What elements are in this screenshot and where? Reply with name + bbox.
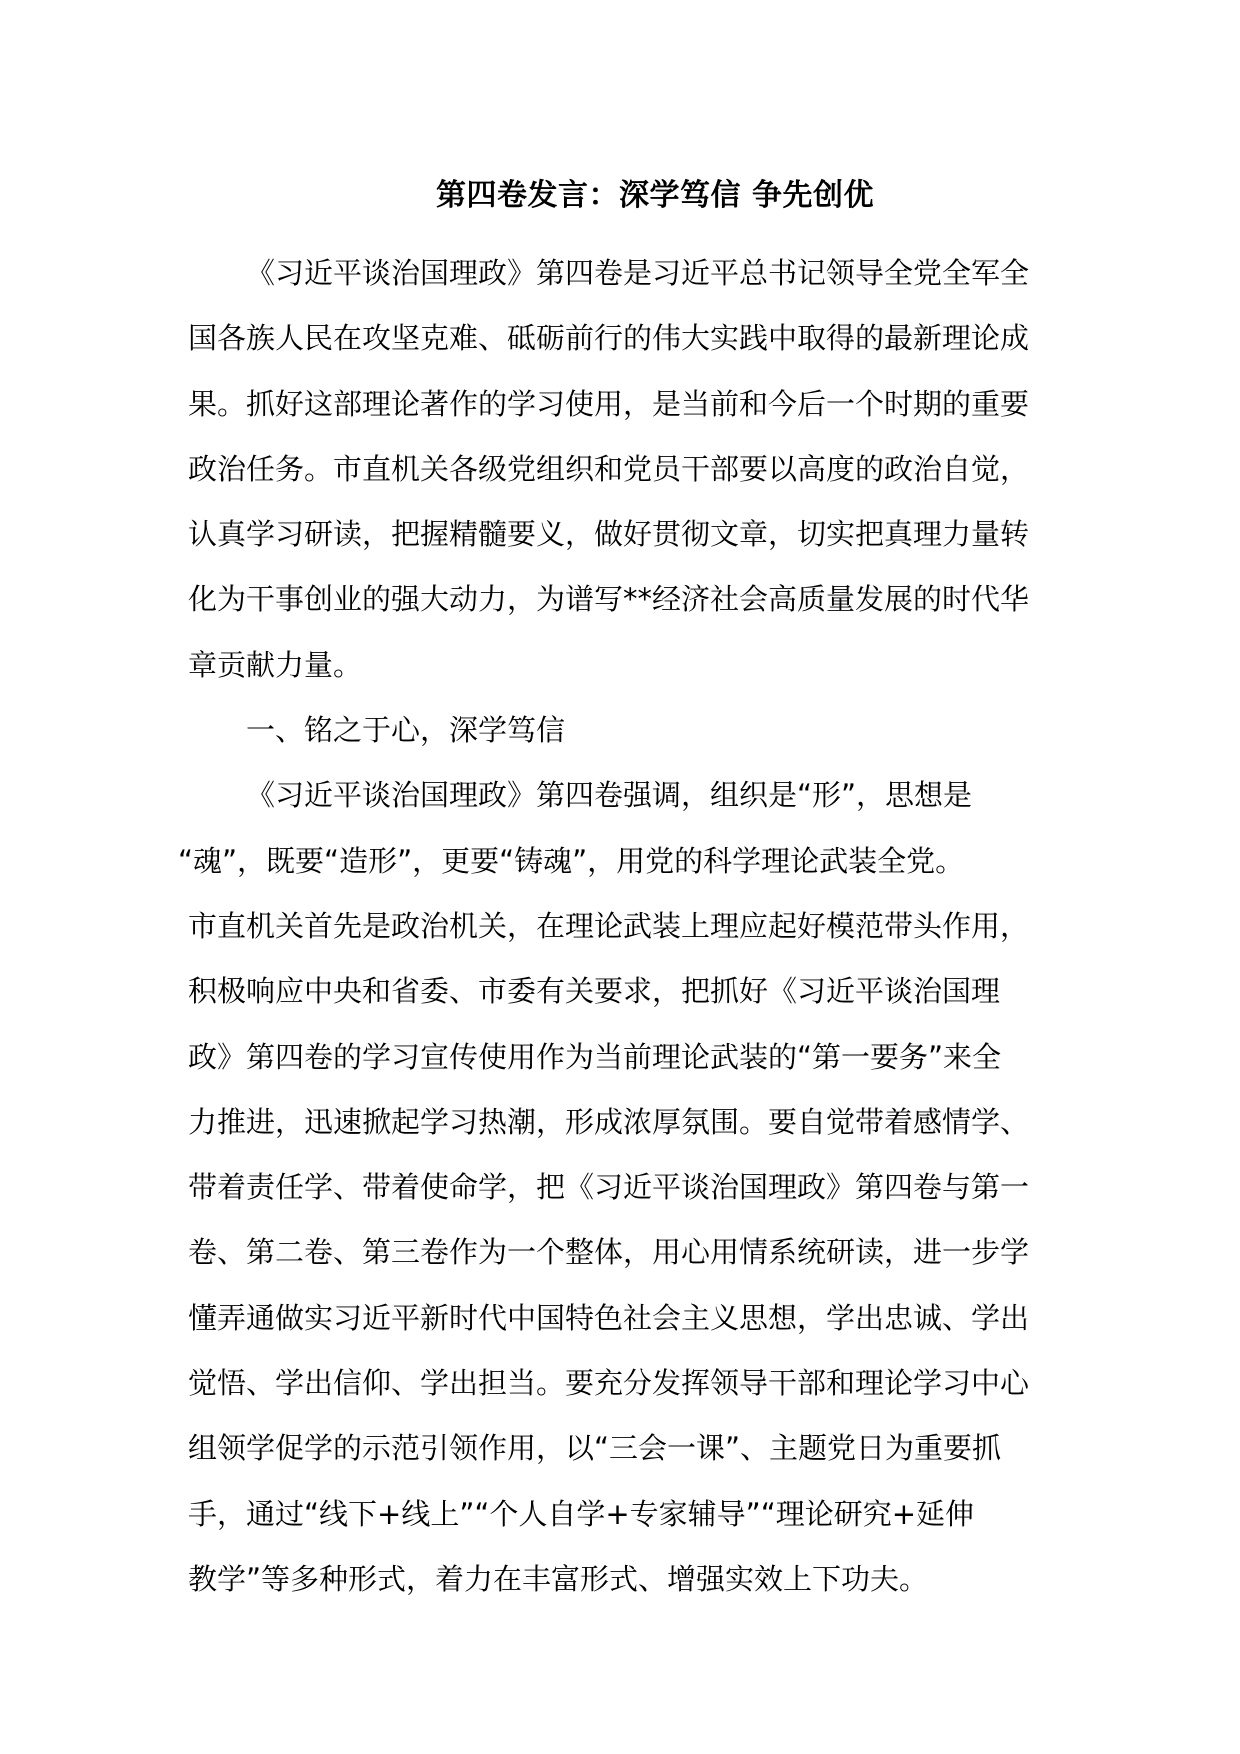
paragraph-2-line-6: 力推进，迅速掀起学习热潮，形成浓厚氛围。要自觉带着感情学、 <box>188 1104 1030 1139</box>
paragraph-2-line-10: 觉悟、学出信仰、学出担当。要充分发挥领导干部和理论学习中心 <box>188 1366 1030 1401</box>
paragraph-2-line-7: 带着责任学、带着使命学，把《习近平谈治国理政》第四卷与第一 <box>188 1170 1030 1205</box>
document-title: 第四卷发言：深学笃信 争先创优 <box>436 178 874 213</box>
paragraph-1-line-4: 政治任务。市直机关各级党组织和党员干部要以高度的政治自觉， <box>188 451 1030 486</box>
paragraph-2-line-2: “魂”，既要“造形”，更要“铸魂”，用党的科学理论武装全党。 <box>178 843 965 878</box>
paragraph-1-line-1: 《习近平谈治国理政》第四卷是习近平总书记领导全党全军全 <box>246 256 1030 290</box>
paragraph-1-line-3: 果。抓好这部理论著作的学习使用，是当前和今后一个时期的重要 <box>188 386 1030 421</box>
paragraph-1-line-2: 国各族人民在攻坚克难、砥砺前行的伟大实践中取得的最新理论成 <box>188 321 1030 356</box>
paragraph-2-line-13: 教学”等多种形式，着力在丰富形式、增强实效上下功夫。 <box>188 1561 929 1596</box>
section-heading: 一、铭之于心，深学笃信 <box>246 713 566 748</box>
paragraph-2-line-3: 市直机关首先是政治机关，在理论武装上理应起好模范带头作用， <box>188 908 1030 943</box>
paragraph-2-line-1: 《习近平谈治国理政》第四卷强调，组织是“形”，思想是 <box>246 778 973 813</box>
paragraph-2-line-12: 手，通过“线下+线上”“个人自学+专家辅导”“理论研究+延伸 <box>188 1496 975 1531</box>
document-body <box>178 241 1068 1612</box>
paragraph-2-line-5: 政》第四卷的学习宣传使用作为当前理论武装的“第一要务”来全 <box>188 1039 1002 1074</box>
paragraph-2-line-9: 懂弄通做实习近平新时代中国特色社会主义思想，学出忠诚、学出 <box>188 1300 1030 1335</box>
paragraph-1-line-6: 化为干事创业的强大动力，为谱写**经济社会高质量发展的时代华 <box>188 582 1030 617</box>
paragraph-2-line-11: 组领学促学的示范引领作用，以“三会一课”、主题党日为重要抓 <box>188 1431 1002 1466</box>
paragraph-1-line-5: 认真学习研读，把握精髓要义，做好贯彻文章，切实把真理力量转 <box>188 517 1030 552</box>
paragraph-2-line-4: 积极响应中央和省委、市委有关要求，把抓好《习近平谈治国理 <box>188 974 1001 1009</box>
paragraph-2-line-8: 卷、第二卷、第三卷作为一个整体，用心用情系统研读，进一步学 <box>188 1235 1030 1270</box>
paragraph-1-line-7: 章贡献力量。 <box>188 647 363 682</box>
